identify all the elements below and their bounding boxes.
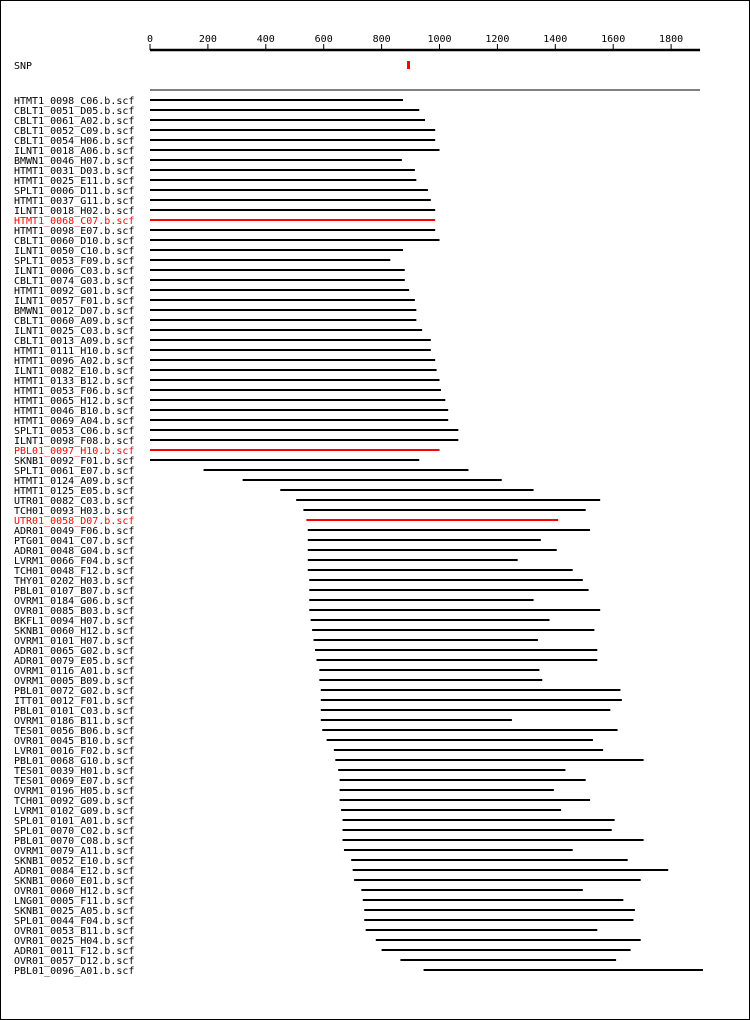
read-label[interactable]: HTMT1_0068_C07.b.scf bbox=[14, 216, 135, 227]
read-label[interactable]: PBL01_0096_A01.b.scf bbox=[14, 966, 135, 977]
read-label[interactable]: OVR01_0045_B10.b.scf bbox=[14, 736, 135, 747]
read-label[interactable]: CBLT1_0054_H06.b.scf bbox=[14, 136, 135, 147]
read-label[interactable]: CBLT1_0013_A09.b.scf bbox=[14, 336, 135, 347]
read-label[interactable]: OVR01_0085_B03.b.scf bbox=[14, 606, 135, 617]
read-label[interactable]: PTG01_0041_C07.b.scf bbox=[14, 536, 135, 547]
read-label[interactable]: LVR01_0016_F02.b.scf bbox=[14, 746, 135, 757]
read-label[interactable]: CBLT1_0061_A02.b.scf bbox=[14, 116, 135, 127]
read-label[interactable]: ADR01_0048_G04.b.scf bbox=[14, 546, 135, 557]
axis-tick-label: 1800 bbox=[659, 34, 684, 45]
read-label[interactable]: ILNT1_0018_A06.b.scf bbox=[14, 146, 135, 157]
axis-tick-label: 200 bbox=[198, 34, 217, 45]
read-label[interactable]: SKNB1_0025_A05.b.scf bbox=[14, 906, 135, 917]
position-axis bbox=[147, 34, 700, 50]
read-label[interactable]: UTR01_0082_C03.b.scf bbox=[14, 496, 135, 507]
snp-label: SNP bbox=[14, 61, 33, 72]
read-label[interactable]: BMWN1_0046_H07.b.scf bbox=[14, 156, 135, 167]
read-label[interactable]: SPLT1_0061_E07.b.scf bbox=[14, 466, 135, 477]
read-label[interactable]: SKNB1_0060_H12.b.scf bbox=[14, 626, 135, 637]
read-label[interactable]: SPLT1_0006_D11.b.scf bbox=[14, 186, 135, 197]
read-label[interactable]: TCH01_0048_F12.b.scf bbox=[14, 566, 135, 577]
read-label[interactable]: CBLT1_0060_D10.b.scf bbox=[14, 236, 135, 247]
read-label[interactable]: OVR01_0060_H12.b.scf bbox=[14, 886, 135, 897]
read-label[interactable]: TES01_0039_H01.b.scf bbox=[14, 766, 135, 777]
read-label[interactable]: HTMT1_0125_E05.b.scf bbox=[14, 486, 135, 497]
read-label[interactable]: ILNT1_0082_E10.b.scf bbox=[14, 366, 135, 377]
read-label[interactable]: HTMT1_0065_H12.b.scf bbox=[14, 396, 135, 407]
read-label[interactable]: HTMT1_0098_E07.b.scf bbox=[14, 226, 135, 237]
read-label[interactable]: LVRM1_0066_F04.b.scf bbox=[14, 556, 135, 567]
read-label[interactable]: THY01_0202_H03.b.scf bbox=[14, 576, 135, 587]
read-label[interactable]: OVRM1_0196_H05.b.scf bbox=[14, 786, 135, 797]
axis-tick-label: 800 bbox=[372, 34, 391, 45]
axis-tick-label: 1600 bbox=[601, 34, 626, 45]
read-label[interactable]: PBL01_0070_C08.b.scf bbox=[14, 836, 135, 847]
axis-tick-label: 0 bbox=[146, 34, 154, 45]
read-list bbox=[14, 90, 703, 977]
read-label[interactable]: HTMT1_0053_F06.b.scf bbox=[14, 386, 135, 397]
read-label[interactable]: OVR01_0057_D12.b.scf bbox=[14, 956, 135, 967]
read-label[interactable]: SKNB1_0092_F01.b.scf bbox=[14, 456, 135, 467]
read-label[interactable]: OVRM1_0005_B09.b.scf bbox=[14, 676, 135, 687]
read-label[interactable]: HTMT1_0046_B10.b.scf bbox=[14, 406, 135, 417]
read-label[interactable]: TCH01_0093_H03.b.scf bbox=[14, 506, 135, 517]
axis-tick-label: 1400 bbox=[543, 34, 568, 45]
read-label[interactable]: PBL01_0101_C03.b.scf bbox=[14, 706, 135, 717]
read-label[interactable]: HTMT1_0098_C06.b.scf bbox=[14, 96, 135, 107]
read-label[interactable]: OVRM1_0186_B11.b.scf bbox=[14, 716, 135, 727]
read-label[interactable]: SKNB1_0060_E01.b.scf bbox=[14, 876, 135, 887]
axis-tick-label: 400 bbox=[256, 34, 275, 45]
read-label[interactable]: ILNT1_0025_C03.b.scf bbox=[14, 326, 135, 337]
read-label[interactable]: UTR01_0058_D07.b.scf bbox=[14, 516, 135, 527]
read-label[interactable]: HTMT1_0037_G11.b.scf bbox=[14, 196, 135, 207]
read-label[interactable]: CBLT1_0060_A09.b.scf bbox=[14, 316, 135, 327]
read-label[interactable]: PBL01_0068_G10.b.scf bbox=[14, 756, 135, 767]
read-label[interactable]: SPLT1_0053_F09.b.scf bbox=[14, 256, 135, 267]
snp-track bbox=[14, 61, 410, 72]
read-label[interactable]: HTMT1_0069_A04.b.scf bbox=[14, 416, 135, 427]
read-label[interactable]: CBLT1_0052_C09.b.scf bbox=[14, 126, 135, 137]
read-label[interactable]: HTMT1_0096_A02.b.scf bbox=[14, 356, 135, 367]
read-label[interactable]: HTMT1_0124_A09.b.scf bbox=[14, 476, 135, 487]
read-label[interactable]: SKNB1_0052_E10.b.scf bbox=[14, 856, 135, 867]
read-label[interactable]: PBL01_0107_B07.b.scf bbox=[14, 586, 135, 597]
read-label[interactable]: BKFL1_0094_H07.b.scf bbox=[14, 616, 135, 627]
snp-marker bbox=[407, 61, 410, 69]
read-label[interactable]: TES01_0056_B06.b.scf bbox=[14, 726, 135, 737]
read-label[interactable]: SPLT1_0053_C06.b.scf bbox=[14, 426, 135, 437]
read-label[interactable]: ADR01_0011_F12.b.scf bbox=[14, 946, 135, 957]
read-label[interactable]: ILNT1_0006_C03.b.scf bbox=[14, 266, 135, 277]
read-label[interactable]: TES01_0069_E07.b.scf bbox=[14, 776, 135, 787]
read-label[interactable]: ILNT1_0057_F01.b.scf bbox=[14, 296, 135, 307]
read-label[interactable]: ITT01_0012_F01.b.scf bbox=[14, 696, 135, 707]
read-label[interactable]: BMWN1_0012_D07.b.scf bbox=[14, 306, 135, 317]
read-label[interactable]: ADR01_0065_G02.b.scf bbox=[14, 646, 135, 657]
read-label[interactable]: SPL01_0101_A01.b.scf bbox=[14, 816, 135, 827]
read-label[interactable]: PBL01_0097_H10.b.scf bbox=[14, 446, 135, 457]
read-label[interactable]: OVRM1_0184_G06.b.scf bbox=[14, 596, 135, 607]
read-label[interactable]: OVRM1_0079_A11.b.scf bbox=[14, 846, 135, 857]
read-label[interactable]: ADR01_0084_E12.b.scf bbox=[14, 866, 135, 877]
read-label[interactable]: OVR01_0025_H04.b.scf bbox=[14, 936, 135, 947]
read-label[interactable]: PBL01_0072_G02.b.scf bbox=[14, 686, 135, 697]
read-label[interactable]: ILNT1_0098_F08.b.scf bbox=[14, 436, 135, 447]
read-label[interactable]: HTMT1_0133_B12.b.scf bbox=[14, 376, 135, 387]
read-label[interactable]: CBLT1_0051_D05.b.scf bbox=[14, 106, 135, 117]
read-label[interactable]: OVR01_0053_B11.b.scf bbox=[14, 926, 135, 937]
read-label[interactable]: SPL01_0044_F04.b.scf bbox=[14, 916, 135, 927]
read-label[interactable]: ADR01_0079_E05.b.scf bbox=[14, 656, 135, 667]
read-label[interactable]: LNG01_0005_F11.b.scf bbox=[14, 896, 135, 907]
read-label[interactable]: TCH01_0092_G09.b.scf bbox=[14, 796, 135, 807]
read-label[interactable]: HTMT1_0111_H10.b.scf bbox=[14, 346, 135, 357]
axis-tick-label: 1200 bbox=[485, 34, 510, 45]
read-label[interactable]: OVRM1_0116_A01.b.scf bbox=[14, 666, 135, 677]
read-label[interactable]: ADR01_0049_F06.b.scf bbox=[14, 526, 135, 537]
axis-tick-label: 1000 bbox=[427, 34, 452, 45]
axis-tick-label: 600 bbox=[314, 34, 333, 45]
read-label[interactable]: CBLT1_0074_G03.b.scf bbox=[14, 276, 135, 287]
read-label[interactable]: HTMT1_0025_E11.b.scf bbox=[14, 176, 135, 187]
read-label[interactable]: ILNT1_0050_C10.b.scf bbox=[14, 246, 135, 257]
read-label[interactable]: HTMT1_0092_G01.b.scf bbox=[14, 286, 135, 297]
read-label[interactable]: SPL01_0070_C02.b.scf bbox=[14, 826, 135, 837]
read-label[interactable]: OVRM1_0101_H07.b.scf bbox=[14, 636, 135, 647]
read-label[interactable]: ILNT1_0018_H02.b.scf bbox=[14, 206, 135, 217]
read-label[interactable]: HTMT1_0031_D03.b.scf bbox=[14, 166, 135, 177]
read-label[interactable]: LVRM1_0102_G09.b.scf bbox=[14, 806, 135, 817]
